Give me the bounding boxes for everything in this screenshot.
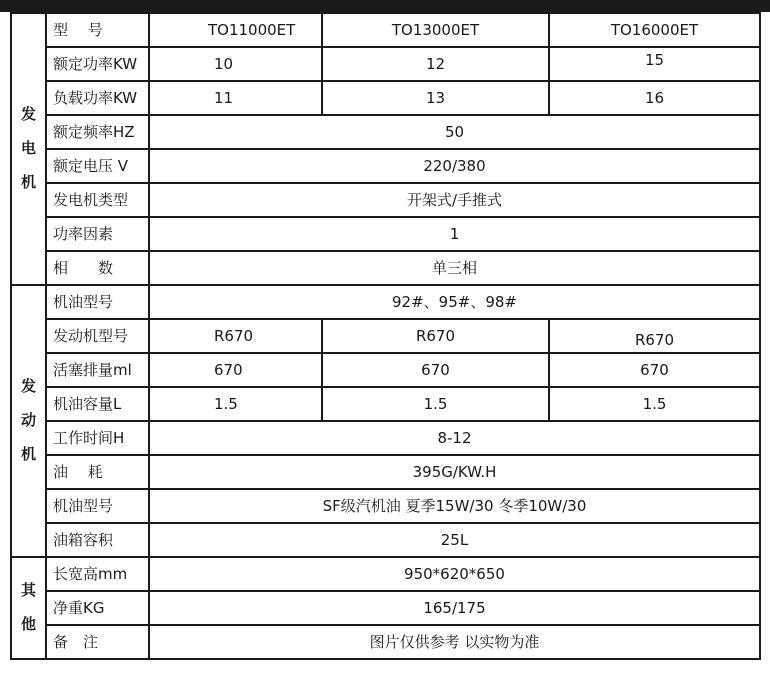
cell-value: 670 [149,353,322,387]
table-row [11,523,760,557]
table-row [11,489,760,523]
top-bar [0,0,770,12]
cell-value: 395G/KW.H [149,455,760,489]
row-label: 型 号 [46,13,149,47]
table-row [11,183,760,217]
row-label: 额定频率HZ [46,115,149,149]
cell-value: 92#、95#、98# [149,285,760,319]
group-char: 动 [20,411,36,430]
cell-value: 950*620*650 [149,557,760,591]
row-label: 油 耗 [46,455,149,489]
cell-value: 1.5 [549,387,760,421]
row-label: 备 注 [46,625,149,659]
table-row [11,353,760,387]
cell-value: 15 [549,47,760,81]
row-label: 额定电压 V [46,149,149,183]
row-label: 负载功率KW [46,81,149,115]
table-row [11,591,760,625]
cell-value: 670 [322,353,549,387]
row-label: 长宽高mm [46,557,149,591]
table-row [11,47,760,81]
table-row [11,625,760,659]
group-label-engine [11,285,46,557]
row-label: 发电机类型 [46,183,149,217]
cell-value: R670 [322,319,549,353]
cell-value: 13 [322,81,549,115]
table-row [11,285,760,319]
cell-value: R670 [149,319,322,353]
spec-table [10,12,761,660]
table-row [11,421,760,455]
cell-value: 11 [149,81,322,115]
cell-value: SF级汽机油 夏季15W/30 冬季10W/30 [149,489,760,523]
cell-value: 单三相 [149,251,760,285]
cell-value: R670 [549,319,760,353]
cell-value: 开架式/手推式 [149,183,760,217]
row-label: 机油容量L [46,387,149,421]
cell-value: 1.5 [149,387,322,421]
cell-value: 25L [149,523,760,557]
group-char: 机 [20,444,36,463]
row-label: 功率因素 [46,217,149,251]
cell-value: 165/175 [149,591,760,625]
table-row [11,149,760,183]
row-label: 相 数 [46,251,149,285]
group-label-other [11,557,46,659]
cell-value: 10 [149,47,322,81]
row-label: 发动机型号 [46,319,149,353]
row-label: 活塞排量ml [46,353,149,387]
cell-value: 50 [149,115,760,149]
table-row [11,81,760,115]
cell-value: 图片仅供参考 以实物为准 [149,625,760,659]
table-row [11,251,760,285]
cell-value: 12 [322,47,549,81]
group-label-generator [11,13,46,285]
group-char: 发 [20,377,36,396]
row-label: 工作时间H [46,421,149,455]
table-row [11,557,760,591]
table-row [11,387,760,421]
table-row [11,217,760,251]
group-char: 机 [20,172,36,191]
cell-value: 670 [549,353,760,387]
row-label: 净重KG [46,591,149,625]
model-name: TO11000ET [149,13,322,47]
cell-value: 1 [149,217,760,251]
group-char: 他 [20,615,36,633]
model-name: TO13000ET [322,13,549,47]
row-label: 机油型号 [46,285,149,319]
group-char: 电 [20,139,36,158]
row-label: 额定功率KW [46,47,149,81]
table-row [11,115,760,149]
cell-value: 220/380 [149,149,760,183]
row-label: 油箱容积 [46,523,149,557]
group-char: 其 [20,581,36,600]
cell-value: 16 [549,81,760,115]
table-row [11,13,760,47]
table-row [11,319,760,353]
group-char: 发 [20,105,36,124]
row-label: 机油型号 [46,489,149,523]
table-row [11,455,760,489]
cell-value: 8-12 [149,421,760,455]
cell-value: 1.5 [322,387,549,421]
model-name: TO16000ET [549,13,760,47]
